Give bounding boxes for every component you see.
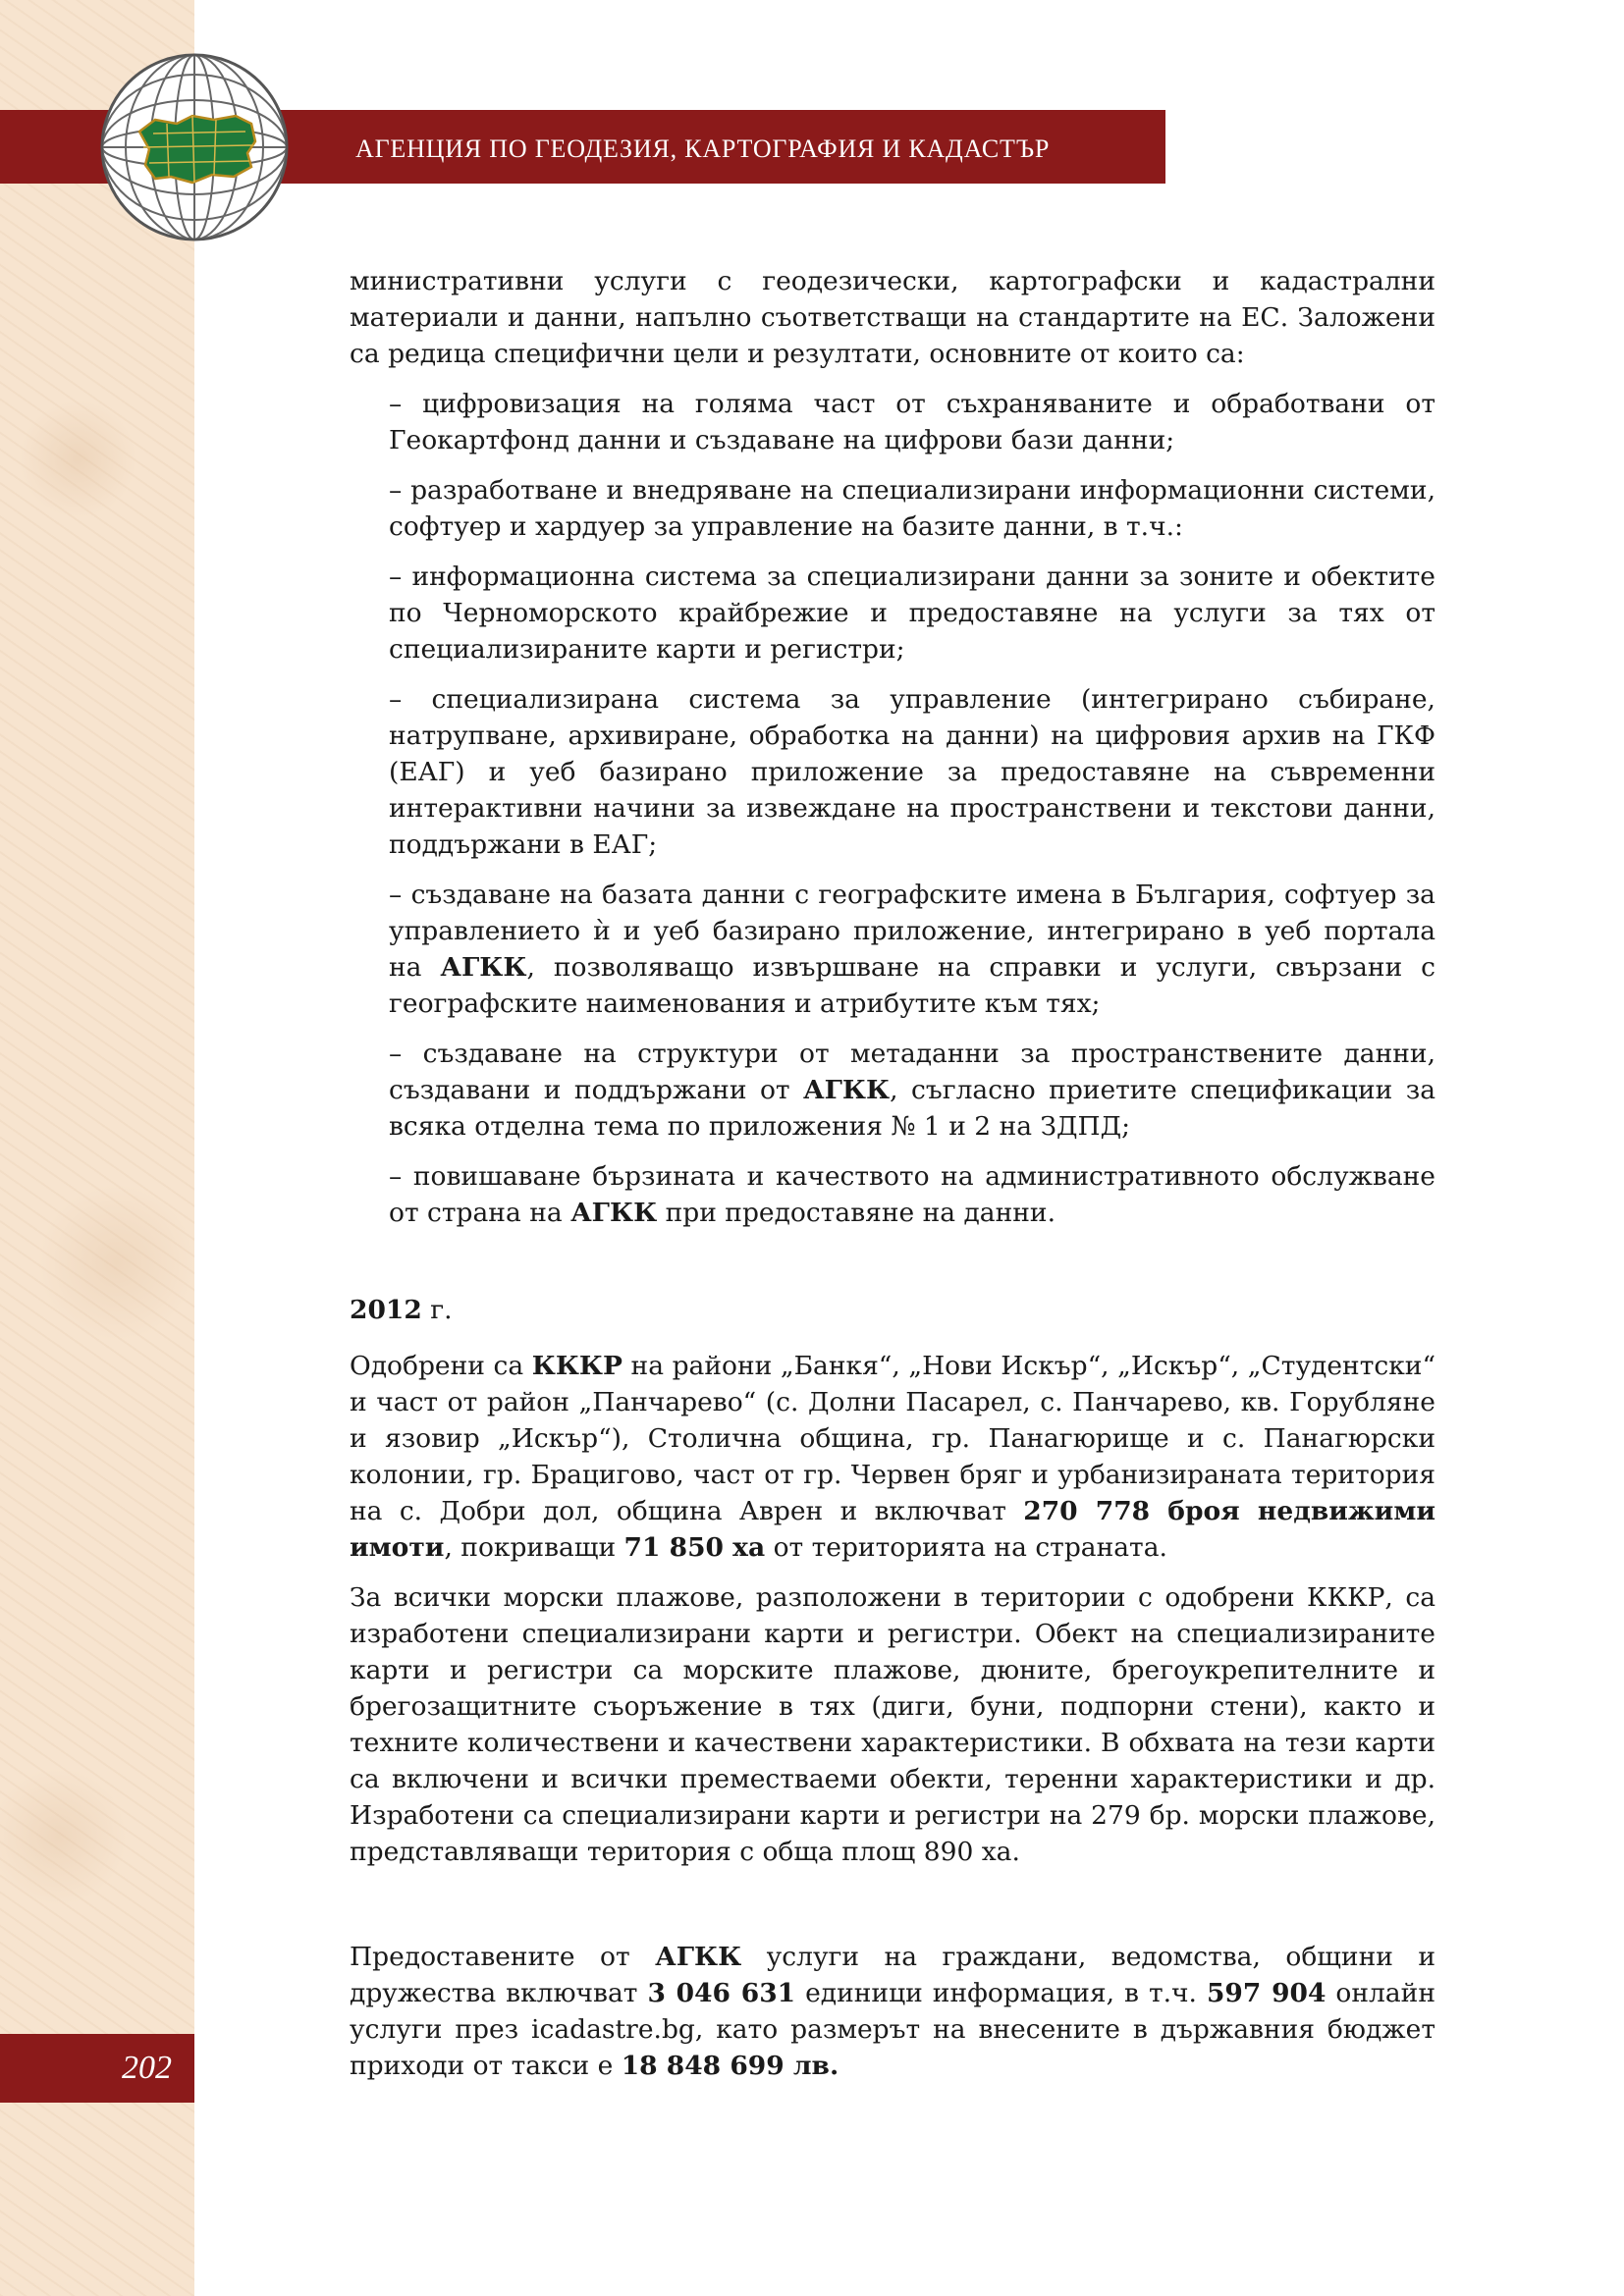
page-number: 202: [122, 2050, 172, 2086]
bold-text: КККР: [531, 1351, 623, 1381]
text-span: – създаване на базата данни с географските имена в България, софтуер за управлението ѝ и уеб базирано приложение, интегрирано в уеб портала на: [389, 880, 1435, 983]
bullet-list: [389, 386, 1435, 1231]
text-span: при предоставяне на данни.: [657, 1198, 1056, 1228]
services-paragraph: [350, 1939, 1435, 2084]
bold-text: АГКК: [655, 1942, 742, 1972]
agency-title: АГЕНЦИЯ ПО ГЕОДЕЗИЯ, КАРТОГРАФИЯ И КАДАСТЪР: [355, 134, 1051, 163]
bold-text: 3 046 631: [647, 1978, 796, 2008]
year-heading: [350, 1292, 1435, 1328]
list-item: – разработване и внедряване на специализирани информационни системи, софтуер и хардуер за управление на базите данни, в т.ч.:: [389, 475, 1435, 542]
text-span: от територията на страната.: [765, 1532, 1167, 1563]
text-span: единици информация, в т.ч.: [795, 1978, 1207, 2008]
main-content: [350, 263, 1435, 2084]
list-item: [389, 1036, 1435, 1145]
text-span: услуги на граждани, ведомства, общини и дружества включват: [350, 1942, 1436, 2008]
list-item: [389, 877, 1435, 1022]
text-span: , съгласно приетите спецификации за всяка отделна тема по приложения № 1 и 2 на ЗДПД;: [389, 1075, 1435, 1142]
bold-text: 71 850 ха: [623, 1532, 766, 1563]
bold-text: АГКК: [570, 1198, 658, 1228]
bold-text: 270 778 броя недвижими имоти: [350, 1496, 1436, 1563]
decorative-map-strip: [0, 0, 194, 2296]
bold-text: АГКК: [803, 1075, 891, 1105]
text-span: – повишаване бързината и качеството на административното обслужване от страна на: [389, 1161, 1435, 1228]
year-suffix: г.: [421, 1295, 453, 1325]
year-number: 2012: [350, 1295, 422, 1325]
text-span: , позволяващо извършване на справки и услуги, свързани с географските наименования и атрибутите към тях;: [389, 952, 1435, 1019]
bold-text: 18 848 699 лв.: [621, 2051, 839, 2081]
text-span: Одобрени са: [350, 1351, 532, 1381]
text-span: – създаване на структури от метаданни за пространствените данни, създавани и поддържани от: [389, 1039, 1435, 1105]
beaches-paragraph: За всички морски плажове, разположени в територии с одобрени КККР, са изработени специализирани карти и регистри. Обект на специализираните карти и регистри са морските плажове, дюните, брегоукрепителните и брегозащитните съоръжение в тях (диги, буни, подпорни стени), както и техните количествени и качествени характеристики. В обхвата на тези карти са включени и всички преместваеми обекти, теренни характеристики и др. Изработени са специализирани карти и регистри на 279 бр. морски плажове, представляващи територия с обща площ 890 ха.: [350, 1582, 1435, 1867]
text-span: Предоставените от: [350, 1942, 656, 1972]
bold-text: АГКК: [440, 952, 527, 983]
list-item: – информационна система за специализирани данни за зоните и обектите по Черноморското крайбрежие и предоставяне на услуги за тях от специализираните карти и регистри;: [389, 561, 1435, 665]
list-item: – цифровизация на голяма част от съхраняваните и обработвани от Геокартфонд данни и създаване на цифрови бази данни;: [389, 389, 1435, 455]
text-span: на райони „Банкя“, „Нови Искър“, „Искър“, „Студентски“ и част от район „Панчарево“ (с. Долни Пасарел, с. Панчарево, кв. Горубляне и язовир „Искър“), Столична община, гр. Панагюрище и с. Панагюрски колонии, гр. Брацигово, част от гр. Червен бряг и урбанизираната територия на с. Добри дол, община Аврен и включват: [350, 1351, 1435, 1526]
list-item: – специализирана система за управление (интегрирано събиране, натрупване, архивиране, обработка на данни) на цифровия архив на ГКФ (ЕАГ) и уеб базирано приложение за предоставяне на съвременни интерактивни начини за извеждане на пространствени и текстови данни, поддържани в ЕАГ;: [389, 684, 1435, 860]
bold-text: 597 904: [1206, 1978, 1326, 2008]
text-span: , покриващи: [444, 1532, 624, 1563]
globe-bulgaria-map-icon: [98, 51, 291, 243]
text-span: онлайн услуги през icadastre.bg, като размерът на внесените в държавния бюджет приходи от такси е: [350, 1978, 1435, 2081]
intro-paragraph: министративни услуги с геодезически, картографски и кадастрални материали и данни, напълно съответстващи на стандартите на ЕС. Заложени са редица специфични цели и резултати, основните от които са:: [350, 266, 1435, 369]
cadastre-paragraph: [350, 1348, 1435, 1566]
list-item: [389, 1158, 1435, 1231]
